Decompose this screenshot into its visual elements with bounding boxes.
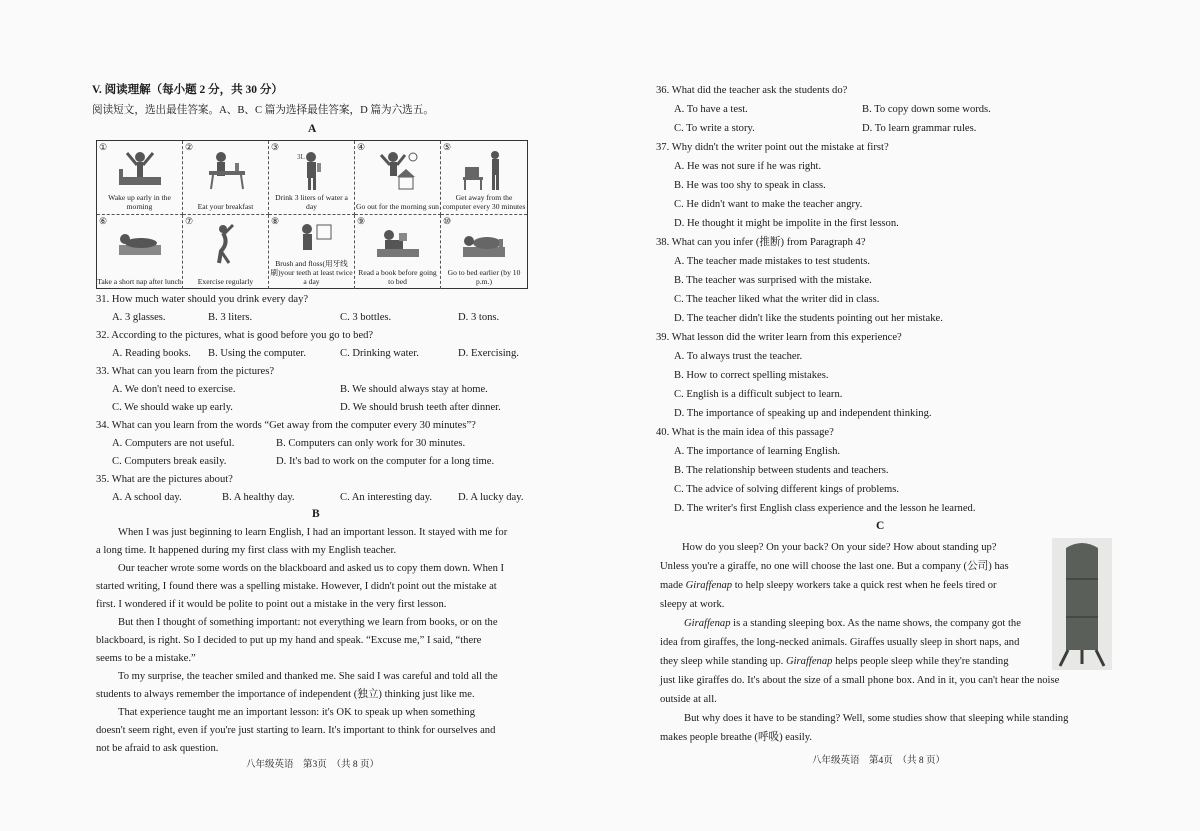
question-38: 38. What can you infer (推断) from Paragraph 4?	[656, 237, 866, 248]
brush-teeth-icon	[287, 223, 337, 253]
breakfast-icon	[201, 149, 251, 191]
picture-number: ⑦	[185, 216, 194, 226]
passage-c-line: outside at all.	[660, 694, 717, 705]
passage-c-line: idea from giraffes, the long-necked animals. Giraffes usually sleep in short naps, and	[660, 637, 1020, 648]
question-37: 37. Why didn't the writer point out the mistake at first?	[656, 142, 889, 153]
computer-icon	[459, 149, 509, 191]
passage-b-line: seems to be a mistake.”	[96, 653, 196, 664]
picture-number: ③	[271, 142, 280, 152]
picture-number: ⑤	[443, 142, 452, 152]
option-32b: B. Using the computer.	[208, 348, 306, 359]
option-37a: A. He was not sure if he was right.	[674, 161, 822, 172]
option-33d: D. We should brush teeth after dinner.	[340, 402, 501, 413]
svg-text:3L: 3L	[297, 153, 305, 161]
passage-b-line: When I was just beginning to learn English, I had an important lesson. It stayed with me for	[118, 527, 508, 538]
passage-b-line: started writing, I found there was a spelling mistake. However, I didn't point out the mistake at	[96, 581, 497, 592]
passage-c-label: C	[876, 520, 885, 532]
picture-caption: Brush and floss(用牙线刷)your teeth at least twice a day	[270, 259, 353, 286]
option-31a: A. 3 glasses.	[112, 312, 166, 323]
passage-c-line: How do you sleep? On your back? On your side? How about standing up?	[682, 542, 997, 553]
picture-caption: Get away from the computer every 30 minutes	[442, 193, 526, 211]
passage-c-line: sleepy at work.	[660, 599, 725, 610]
picture-table	[96, 140, 528, 289]
option-34b: B. Computers can only work for 30 minutes.	[276, 438, 466, 449]
option-34d: D. It's bad to work on the computer for a long time.	[276, 456, 495, 467]
picture-number: ⑨	[357, 216, 366, 226]
option-38a: A. The teacher made mistakes to test students.	[674, 256, 871, 267]
option-36c: C. To write a story.	[674, 123, 755, 134]
passage-b-line: doesn't seem right, even if you're just starting to learn. It's important to think for ourselves and	[96, 725, 496, 736]
passage-c-line: made Giraffenap to help sleepy workers take a quick rest when he feels tired or	[660, 580, 997, 591]
picture-caption: Wake up early in the morning	[108, 193, 171, 211]
option-33b: B. We should always stay at home.	[340, 384, 488, 395]
option-38c: C. The teacher liked what the writer did in class.	[674, 294, 880, 305]
passage-c-line: But why does it have to be standing? Well, some studies show that sleeping while standing	[684, 713, 1069, 724]
passage-b-line: first. I wondered if it would be polite to point out a mistake in the very first lesson.	[96, 599, 447, 610]
picture-caption: Go out for the morning sun	[356, 202, 439, 211]
option-34c: C. Computers break easily.	[112, 456, 227, 467]
bed-icon	[459, 223, 509, 265]
option-35d: D. A lucky day.	[458, 492, 524, 503]
passage-c-line: Unless you're a giraffe, no one will choose the last one. But a company (公司) has	[660, 561, 1009, 572]
picture-number: ⑩	[443, 216, 452, 226]
question-36: 36. What did the teacher ask the students do?	[656, 85, 848, 96]
question-32: 32. According to the pictures, what is good before you go to bed?	[96, 330, 374, 341]
passage-b-line: not be afraid to ask question.	[96, 743, 219, 754]
question-40: 40. What is the main idea of this passage?	[656, 427, 834, 438]
option-36a: A. To have a test.	[674, 104, 748, 115]
option-40a: A. The importance of learning English.	[674, 446, 841, 457]
passage-b-line: To my surprise, the teacher smiled and thanked me. She said I was careful and told all the	[118, 671, 498, 682]
option-33a: A. We don't need to exercise.	[112, 384, 236, 395]
read-book-icon	[373, 223, 423, 265]
option-31d: D. 3 tons.	[458, 312, 500, 323]
passage-b-line: That experience taught me an important lesson: it's OK to speak up when something	[118, 707, 476, 718]
option-38d: D. The teacher didn't like the students pointing out her mistake.	[674, 313, 943, 324]
picture-number: ②	[185, 142, 194, 152]
question-33: 33. What can you learn from the pictures?	[96, 366, 275, 377]
option-40c: C. The advice of solving different kings of problems.	[674, 484, 899, 495]
picture-cell	[441, 141, 527, 215]
picture-caption: Exercise regularly	[197, 277, 254, 286]
picture-cell	[97, 141, 183, 215]
passage-c-line: Giraffenap is a standing sleeping box. As the name shows, the company got the	[684, 618, 1021, 629]
option-35a: A. A school day.	[112, 492, 182, 503]
option-33c: C. We should wake up early.	[112, 402, 233, 413]
option-31b: B. 3 liters.	[208, 312, 253, 323]
option-37d: D. He thought it might be impolite in the first lesson.	[674, 218, 899, 229]
section-title: V. 阅读理解（每小题 2 分，共 30 分）	[92, 84, 283, 96]
instructions: 阅读短文，选出最佳答案。A、B、C 篇为选择最佳答案，D 篇为六选五。	[92, 105, 434, 116]
passage-b-line: Our teacher wrote some words on the blackboard and asked us to copy them down. When I	[118, 563, 505, 574]
picture-caption: Go to bed earlier (by 10 p.m.)	[447, 268, 521, 286]
option-31c: C. 3 bottles.	[340, 312, 392, 323]
picture-number: ⑥	[99, 216, 108, 226]
picture-cell	[183, 141, 269, 215]
picture-cell	[355, 215, 441, 289]
passage-c-line: they sleep while standing up. Giraffenap helps people sleep while they're standing	[660, 656, 1009, 667]
nap-icon	[115, 223, 165, 265]
option-35c: C. An interesting day.	[340, 492, 432, 503]
page-footer: 八年级英语 第4页 （共 8 页）	[812, 756, 946, 766]
morning-sun-icon	[373, 149, 423, 191]
picture-cell	[183, 215, 269, 289]
picture-caption: Take a short nap after lunch	[97, 277, 182, 286]
option-39c: C. English is a difficult subject to learn.	[674, 389, 843, 400]
picture-cell	[97, 215, 183, 289]
option-32c: C. Drinking water.	[340, 348, 419, 359]
option-39b: B. How to correct spelling mistakes.	[674, 370, 829, 381]
option-37b: B. He was too shy to speak in class.	[674, 180, 826, 191]
option-39d: D. The importance of speaking up and independent thinking.	[674, 408, 932, 419]
drink-water-icon	[287, 149, 337, 191]
passage-b-line: blackboard, is right. So I decided to put up my hand and speak. “Excuse me,” I said, “there	[96, 635, 482, 646]
passage-b-line: But then I thought of something important: not everything we learn from books, or on the	[118, 617, 498, 628]
option-40d: D. The writer's first English class experience and the lesson he learned.	[674, 503, 976, 514]
question-39: 39. What lesson did the writer learn from this experience?	[656, 332, 902, 343]
passage-b-line: a long time. It happened during my first class with my English teacher.	[96, 545, 397, 556]
passage-b-label: B	[312, 508, 320, 520]
option-40b: B. The relationship between students and teachers.	[674, 465, 889, 476]
option-36d: D. To learn grammar rules.	[862, 123, 977, 134]
option-39a: A. To always trust the teacher.	[674, 351, 803, 362]
question-31: 31. How much water should you drink every day?	[96, 294, 309, 305]
picture-number: ①	[99, 142, 108, 152]
picture-caption: Read a book before going to bed	[358, 268, 437, 286]
option-32d: D. Exercising.	[458, 348, 519, 359]
option-38b: B. The teacher was surprised with the mistake.	[674, 275, 872, 286]
option-32a: A. Reading books.	[112, 348, 191, 359]
picture-caption: Eat your breakfast	[197, 202, 254, 211]
giraffenap-photo	[1052, 538, 1112, 670]
picture-cell	[269, 215, 355, 289]
passage-c-line: just like giraffes do. It's about the size of a small phone box. And in it, you can't hear the noise	[660, 675, 1060, 686]
picture-cell	[269, 141, 355, 215]
right-page	[600, 0, 1200, 831]
wake-up-icon	[115, 149, 165, 191]
option-34a: A. Computers are not useful.	[112, 438, 235, 449]
page-footer: 八年级英语 第3页 （共 8 页）	[246, 760, 380, 770]
picture-number: ⑧	[271, 216, 280, 226]
exercise-icon	[201, 223, 251, 265]
passage-b-line: students to always remember the importance of independent (独立) thinking just like me.	[96, 689, 475, 700]
picture-caption: Drink 3 liters of water a day	[275, 193, 348, 211]
passage-c-line: makes people breathe (呼吸) easily.	[660, 732, 812, 743]
picture-cell	[355, 141, 441, 215]
question-34: 34. What can you learn from the words “Get away from the computer every 30 minutes”?	[96, 420, 476, 431]
passage-a-label: A	[308, 123, 317, 135]
option-36b: B. To copy down some words.	[862, 104, 991, 115]
question-35: 35. What are the pictures about?	[96, 474, 233, 485]
option-37c: C. He didn't want to make the teacher angry.	[674, 199, 863, 210]
picture-number: ④	[357, 142, 366, 152]
option-35b: B. A healthy day.	[222, 492, 295, 503]
picture-cell	[441, 215, 527, 289]
